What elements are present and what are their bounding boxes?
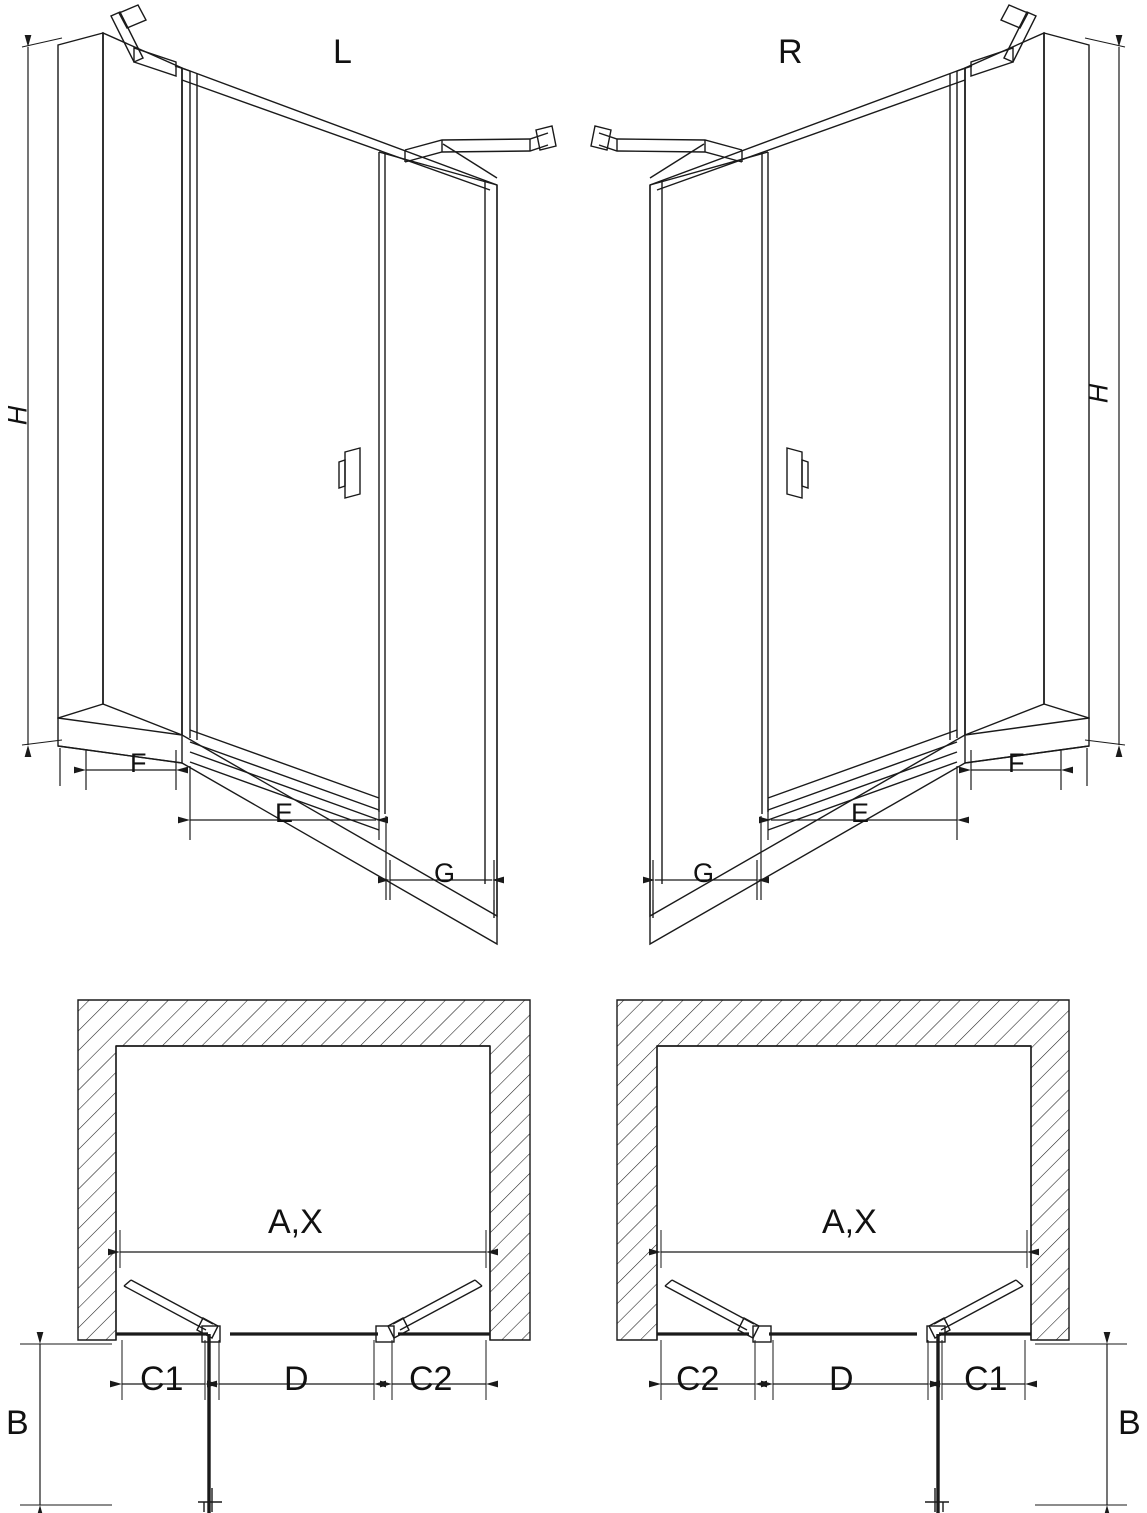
- dimension-label-c1-left: C1: [140, 1360, 184, 1398]
- dimension-label-d-left: D: [284, 1360, 309, 1398]
- dimension-label-ax-right: A,X: [822, 1203, 877, 1241]
- dimension-label-ax-left: A,X: [268, 1203, 323, 1241]
- plan-left: [20, 1000, 530, 1513]
- elevation-left: [58, 5, 556, 944]
- dimension-label-b-left: B: [6, 1404, 29, 1442]
- dimension-label-g-right: G: [693, 858, 715, 888]
- dimension-label-h-right: H: [1083, 383, 1114, 404]
- dimension-label-f-right: F: [1008, 748, 1025, 778]
- dimension-label-h-left: H: [2, 405, 33, 426]
- dimension-height-left: [22, 38, 62, 745]
- dimension-label-g-left: G: [434, 858, 456, 888]
- dimension-label-e-right: E: [851, 798, 870, 828]
- elevation-right: [591, 5, 1089, 944]
- plan-right: [617, 1000, 1127, 1513]
- view-label-left: L: [333, 33, 352, 71]
- dimension-label-d-right: D: [829, 1360, 854, 1398]
- dimension-label-b-right: B: [1118, 1404, 1141, 1442]
- view-label-right: R: [778, 33, 803, 71]
- dimension-label-c2-right: C2: [676, 1360, 720, 1398]
- dimension-label-c1-right: C1: [964, 1360, 1008, 1398]
- dimension-label-f-left: F: [130, 748, 147, 778]
- dimension-label-c2-left: C2: [409, 1360, 453, 1398]
- dimension-label-e-left: E: [275, 798, 294, 828]
